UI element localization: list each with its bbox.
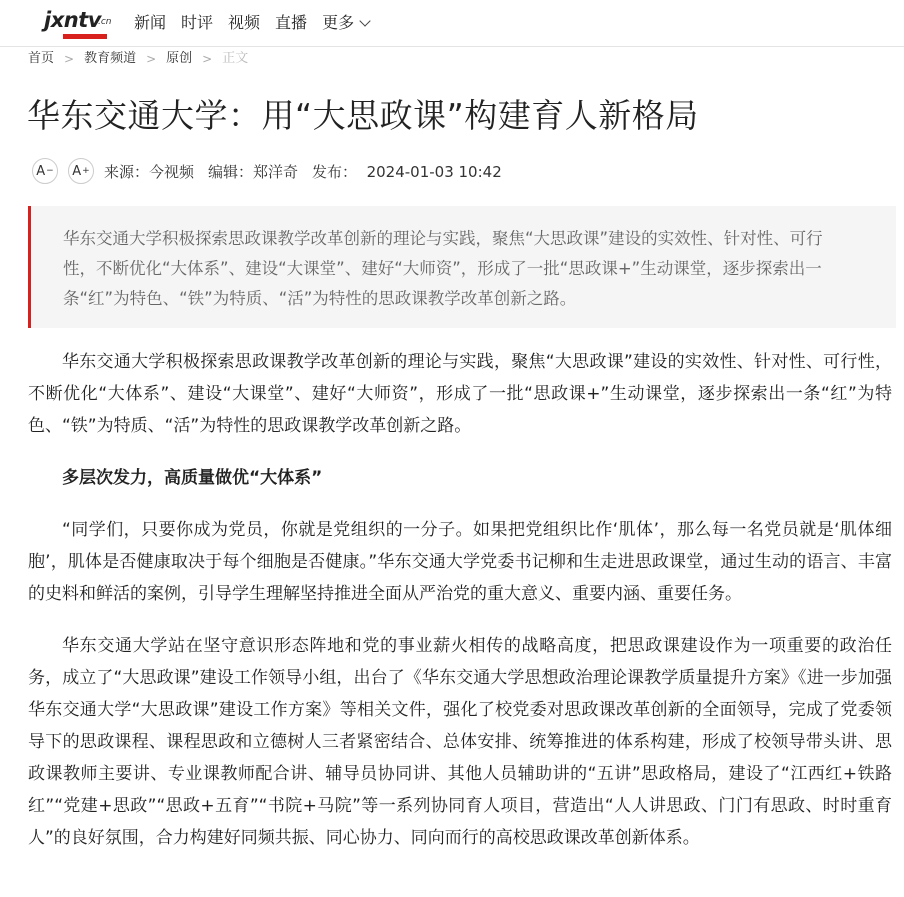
article-title: 华东交通大学：用“大思政课”构建育人新格局 [27, 96, 699, 135]
top-bar [0, 0, 904, 47]
article-publish-time: 发布： 2024-01-03 10:42 [312, 162, 502, 181]
plus-icon: + [82, 166, 90, 176]
breadcrumb [28, 50, 248, 68]
chevron-down-icon [359, 15, 370, 26]
article-source: 来源：今视频 [104, 162, 195, 181]
article-editor: 编辑：郑洋奇 [208, 162, 299, 181]
breadcrumb-current: 正文 [222, 51, 249, 66]
font-increase-button[interactable] [68, 158, 94, 184]
nav-item-video[interactable]: 视频 [228, 13, 261, 32]
article-body [28, 346, 892, 874]
font-decrease-button[interactable] [32, 158, 58, 184]
logo-red-bar [63, 34, 107, 39]
breadcrumb-separator: > [146, 52, 157, 66]
nav-item-live[interactable]: 直播 [275, 13, 308, 32]
article-meta [32, 158, 516, 184]
breadcrumb-home[interactable]: 首页 [28, 51, 55, 66]
paragraph: “同学们，只要你成为党员，你就是党组织的一分子。如果把党组织比作‘肌体’，那么每一名党员就是‘肌体细胞’，肌体是否健康取决于每个细胞是否健康。”华东交通大学党委书记柳和生走进思政课堂，通过生动的语言、丰富的史料和鲜活的案例，引导学生理解坚持推进全面从严治党的重大意义、重要内涵、重要任务。 [28, 520, 892, 604]
nav-more-label: 更多 [322, 13, 355, 32]
breadcrumb-original[interactable]: 原创 [166, 51, 193, 66]
logo-suffix: .cn [98, 17, 112, 27]
paragraph: 华东交通大学积极探索思政课教学改革创新的理论与实践，聚焦“大思政课”建设的实效性、针对性、可行性，不断优化“大体系”、建设“大课堂”、建好“大师资”，形成了一批“思政课+”生动课堂，逐步探索出一条“红”为特色、“铁”为特质、“活”为特性的思政课教学改革创新之路。 [28, 352, 892, 436]
logo-text: jxntv [44, 8, 101, 32]
nav-more-menu[interactable] [322, 13, 369, 33]
breadcrumb-separator: > [64, 52, 75, 66]
main-nav [134, 13, 384, 33]
site-logo[interactable] [44, 8, 114, 40]
font-decrease-label: A [36, 163, 46, 179]
nav-item-commentary[interactable]: 时评 [181, 13, 214, 32]
font-increase-label: A [72, 163, 82, 179]
paragraph: 华东交通大学站在坚守意识形态阵地和党的事业薪火相传的战略高度，把思政课建设作为一项重要的政治任务，成立了“大思政课”建设工作领导小组，出台了《华东交通大学思想政治理论课教学质量提升方案》《进一步加强华东交通大学“大思政课”建设工作方案》等相关文件，强化了校党委对思政课改革创新的全面领导，完成了党委领导下的思政课程、课程思政和立德树人三者紧密结合、总体安排、统筹推进的体系构建，形成了校领导带头讲、思政课教师主要讲、专业课教师配合讲、辅导员协同讲、其他人员辅助讲的“五讲”思政格局，建设了“江西红+铁路红”“党建+思政”“思政+五育”“书院+马院”等一系列协同育人项目，营造出“人人讲思政、门门有思政、时时重育人”的良好氛围，合力构建好同频共振、同心协力、同向而行的高校思政课改革创新体系。 [28, 636, 892, 848]
nav-item-news[interactable]: 新闻 [134, 13, 167, 32]
section-heading: 多层次发力，高质量做优“大体系” [62, 468, 323, 488]
breadcrumb-education[interactable]: 教育频道 [84, 51, 137, 66]
article-summary: 华东交通大学积极探索思政课教学改革创新的理论与实践，聚焦“大思政课”建设的实效性、针对性、可行性，不断优化“大体系”、建设“大课堂”、建好“大师资”，形成了一批“思政课+”生动课堂，逐步探索出一条“红”为特色、“铁”为特质、“活”为特性的思政课教学改革创新之路。 [28, 206, 896, 328]
breadcrumb-separator: > [202, 52, 213, 66]
minus-icon: − [46, 166, 54, 176]
